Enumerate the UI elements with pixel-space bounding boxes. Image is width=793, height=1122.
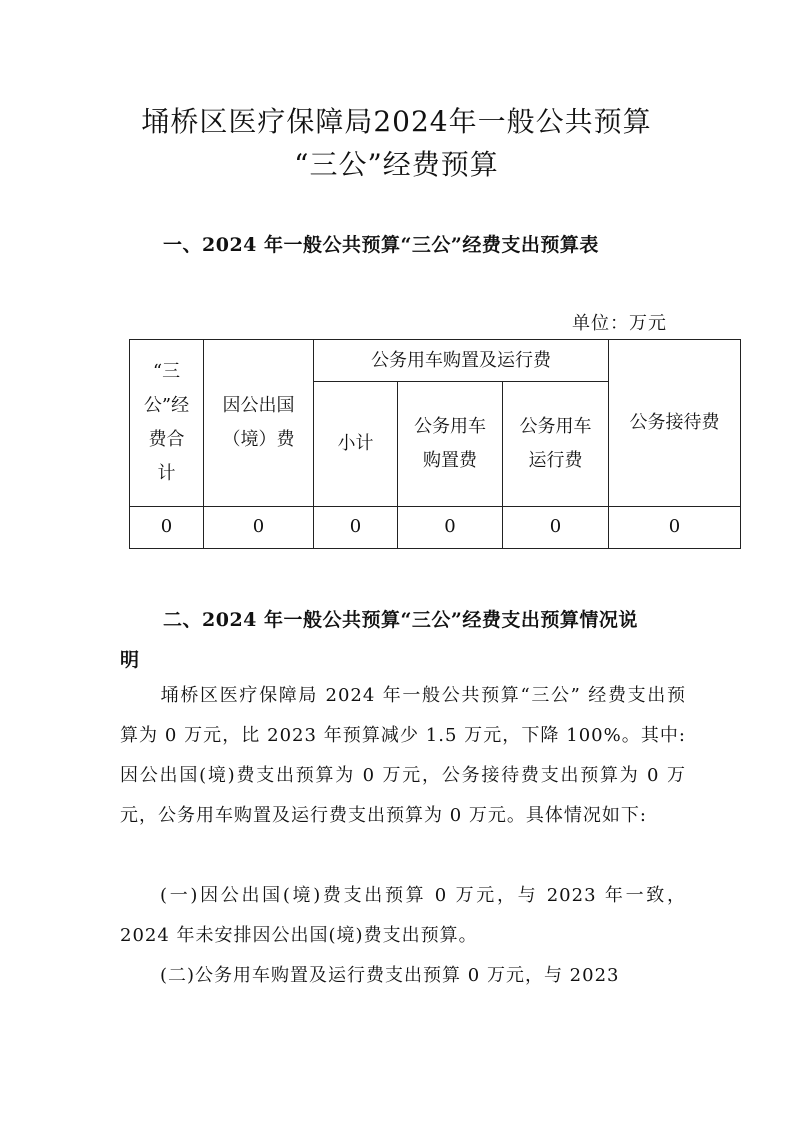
section2-heading-part2: 明: [120, 649, 140, 671]
cell-subtotal: 0: [314, 506, 398, 548]
budget-table: [129, 339, 741, 549]
header-abroad-line: （境）费: [222, 428, 295, 450]
cell-abroad: 0: [204, 506, 314, 548]
paragraph-summary-text: 埇桥区医疗保障局 2024 年一般公共预算“三公” 经费支出预算为 0 万元，比 2023 年预算减少 1.5 万元，下降 100%。其中: 因公出国(境)费支出预算为 0 万元，公务接待费支出预算为 0 万元，公务用车购置及运行费支出预算为 0 万元。具体情况如下:: [120, 685, 686, 826]
header-total-line: 公”经: [143, 394, 190, 416]
section1-heading: 一、2024 年一般公共预算“三公”经费支出预算表: [163, 234, 599, 256]
header-vehicle-operation-line: 公务用车: [519, 415, 592, 437]
header-total: [130, 340, 204, 507]
header-abroad: [204, 340, 314, 507]
paragraph-vehicle-text: (二)公务用车购置及运行费支出预算 0 万元，与 2023: [160, 965, 620, 986]
header-vehicle-purchase-line: 购置费: [423, 449, 477, 471]
table-row: [130, 506, 741, 548]
header-vehicle-purchase: [398, 382, 503, 507]
header-total-line: 计: [157, 462, 176, 484]
paragraph-vehicle: [120, 956, 686, 996]
cell-vehicle-purchase: 0: [398, 506, 503, 548]
header-total-line: “三: [152, 360, 181, 382]
document-title-line1: 埇桥区医疗保障局2024年一般公共预算: [141, 105, 652, 138]
header-vehicle-purchase-line: 公务用车: [414, 415, 486, 437]
section2-heading-part1: 二、2024 年一般公共预算“三公”经费支出预算情况说: [163, 609, 638, 631]
document-title-line2: “三公”经费预算: [294, 148, 499, 181]
header-reception: 公务接待费: [609, 340, 741, 507]
header-vehicle-operation: [503, 382, 609, 507]
cell-vehicle-operation: 0: [503, 506, 609, 548]
paragraph-abroad: [120, 876, 686, 956]
section2-heading: [120, 600, 683, 680]
paragraph-summary: [120, 676, 686, 836]
header-subtotal: 小计: [314, 382, 398, 507]
paragraph-abroad-text: (一)因公出国(境)费支出预算 0 万元，与 2023 年一致，2024 年未安排因公出国(境)费支出预算。: [120, 885, 686, 946]
header-vehicle-group: 公务用车购置及运行费: [314, 340, 609, 382]
header-abroad-line: 因公出国: [222, 394, 295, 416]
header-vehicle-operation-line: 运行费: [528, 449, 583, 471]
cell-reception: 0: [609, 506, 741, 548]
unit-label: 单位：万元: [572, 313, 667, 334]
header-total-line: 费合: [148, 428, 185, 450]
cell-total: 0: [130, 506, 204, 548]
